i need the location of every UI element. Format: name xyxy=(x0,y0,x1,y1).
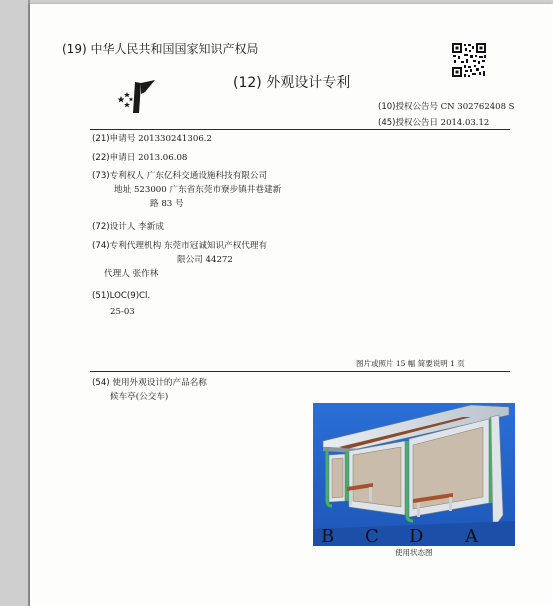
patent-agency: (74)专利代理机构 东莞市冠诚知识产权代理有 xyxy=(92,241,268,251)
loc-classification-value: 25-03 xyxy=(110,307,135,317)
address: 地址 523000 广东省东莞市寮步镇井巷建新 xyxy=(114,185,282,195)
application-number: (21)申请号 201330241306.2 xyxy=(92,134,212,144)
qr-code-icon xyxy=(451,42,487,78)
figure-letter-b: B xyxy=(321,526,335,546)
address-line-2: 路 83 号 xyxy=(150,199,184,209)
patentee: (73)专利权人 广东亿科交通设施科技有限公司 xyxy=(92,171,268,181)
patent-agency-line-2: 限公司 44272 xyxy=(177,255,233,265)
figure-caption: 使用状态图 xyxy=(395,548,433,557)
figure-letter-a: A xyxy=(465,526,478,546)
office-name: (19) 中华人民共和国国家知识产权局 xyxy=(62,42,259,56)
header-divider xyxy=(90,129,510,130)
bus-shelter-figure xyxy=(313,403,515,546)
publication-date: (45)授权公告日 2014.03.12 xyxy=(378,118,490,128)
patent-office-logo-icon xyxy=(115,80,157,114)
product-name: 候车亭(公交车) xyxy=(110,392,169,402)
product-name-label: (54) 使用外观设计的产品名称 xyxy=(92,378,207,388)
filing-date: (22)申请日 2013.06.08 xyxy=(92,153,188,163)
figure-letter-d: D xyxy=(409,526,424,546)
loc-classification-label: (51)LOC(9)Cl. xyxy=(92,291,151,301)
publication-number: (10)授权公告号 CN 302762408 S xyxy=(378,102,515,112)
summary-divider xyxy=(90,371,510,372)
summary-counts: 图片或照片 15 幅 简要说明 1 页 xyxy=(356,359,465,368)
designer: (72)设计人 李新成 xyxy=(92,222,164,232)
figure-letter-c: C xyxy=(365,526,379,546)
agent: 代理人 张作林 xyxy=(104,269,159,279)
document-type: (12) 外观设计专利 xyxy=(233,75,351,91)
